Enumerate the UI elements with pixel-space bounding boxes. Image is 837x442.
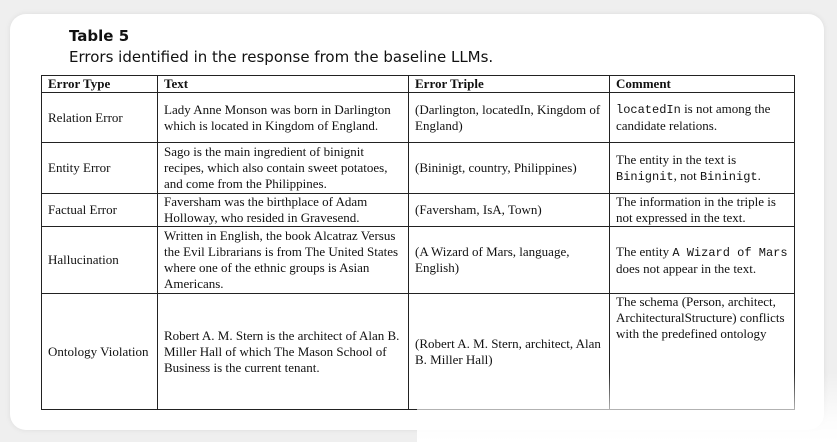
comment-text: The entity in the text is [616, 151, 737, 167]
cell-text: Faversham was the birthplace of Adam Holloway, who resided in Gravesend. [158, 194, 409, 227]
table-row [42, 294, 795, 410]
cell-error-type: Factual Error [42, 194, 158, 227]
comment-text: , not [673, 167, 700, 183]
comment-text: The entity [616, 243, 673, 259]
cell-comment [610, 227, 795, 294]
header-text: Text [158, 76, 409, 93]
cell-error-type: Entity Error [42, 143, 158, 194]
table-row [42, 143, 795, 194]
cell-error-type: Ontology Violation [42, 294, 158, 410]
table-caption: Errors identified in the response from the baseline LLMs. [69, 48, 494, 66]
cell-error-triple: (Darlington, locatedIn, Kingdom of England) [409, 93, 610, 143]
cell-comment [610, 93, 795, 143]
cell-comment: The schema (Person, architect, ArchitecturalStructure) conflicts with the predefined ontology [610, 294, 795, 410]
cell-text: Written in English, the book Alcatraz Versus the Evil Librarians is from The United States where one of the ethnic groups is Asian Americans. [158, 227, 409, 294]
header-row [42, 76, 795, 93]
cell-comment [610, 143, 795, 194]
cell-text: Robert A. M. Stern is the architect of Alan B. Miller Hall of which The Mason School of Business is the current tenant. [158, 294, 409, 410]
table-row [42, 227, 795, 294]
comment-code: Bininigt [699, 169, 758, 184]
comment-code: A Wizard of Mars [672, 245, 788, 260]
header-comment: Comment [610, 76, 795, 93]
cell-error-triple: (A Wizard of Mars, language, English) [409, 227, 610, 294]
cell-error-triple: (Faversham, IsA, Town) [409, 194, 610, 227]
header-error-type: Error Type [42, 76, 158, 93]
cell-comment: The information in the triple is not expressed in the text. [610, 194, 795, 227]
table-row [42, 194, 795, 227]
comment-text: does not appear in the text. [616, 260, 757, 276]
cell-text: Lady Anne Monson was born in Darlington which is located in Kingdom of England. [158, 93, 409, 143]
comment-text: is not among the candidate relations. [616, 101, 771, 133]
cell-error-type: Relation Error [42, 93, 158, 143]
cell-text: Sago is the main ingredient of binignit recipes, which also contain sweet potatoes, and come from the Philippines. [158, 143, 409, 194]
cell-error-type: Hallucination [42, 227, 158, 294]
comment-text: . [757, 167, 761, 183]
header-error-triple: Error Triple [409, 76, 610, 93]
comment-code: locatedIn [616, 103, 681, 117]
cell-error-triple: (Bininigt, country, Philippines) [409, 143, 610, 194]
table-row [42, 93, 795, 143]
errors-table [41, 75, 795, 410]
table-label: Table 5 [69, 27, 130, 45]
cell-error-triple: (Robert A. M. Stern, architect, Alan B. Miller Hall) [409, 294, 610, 410]
comment-code: Binignit [616, 169, 674, 184]
